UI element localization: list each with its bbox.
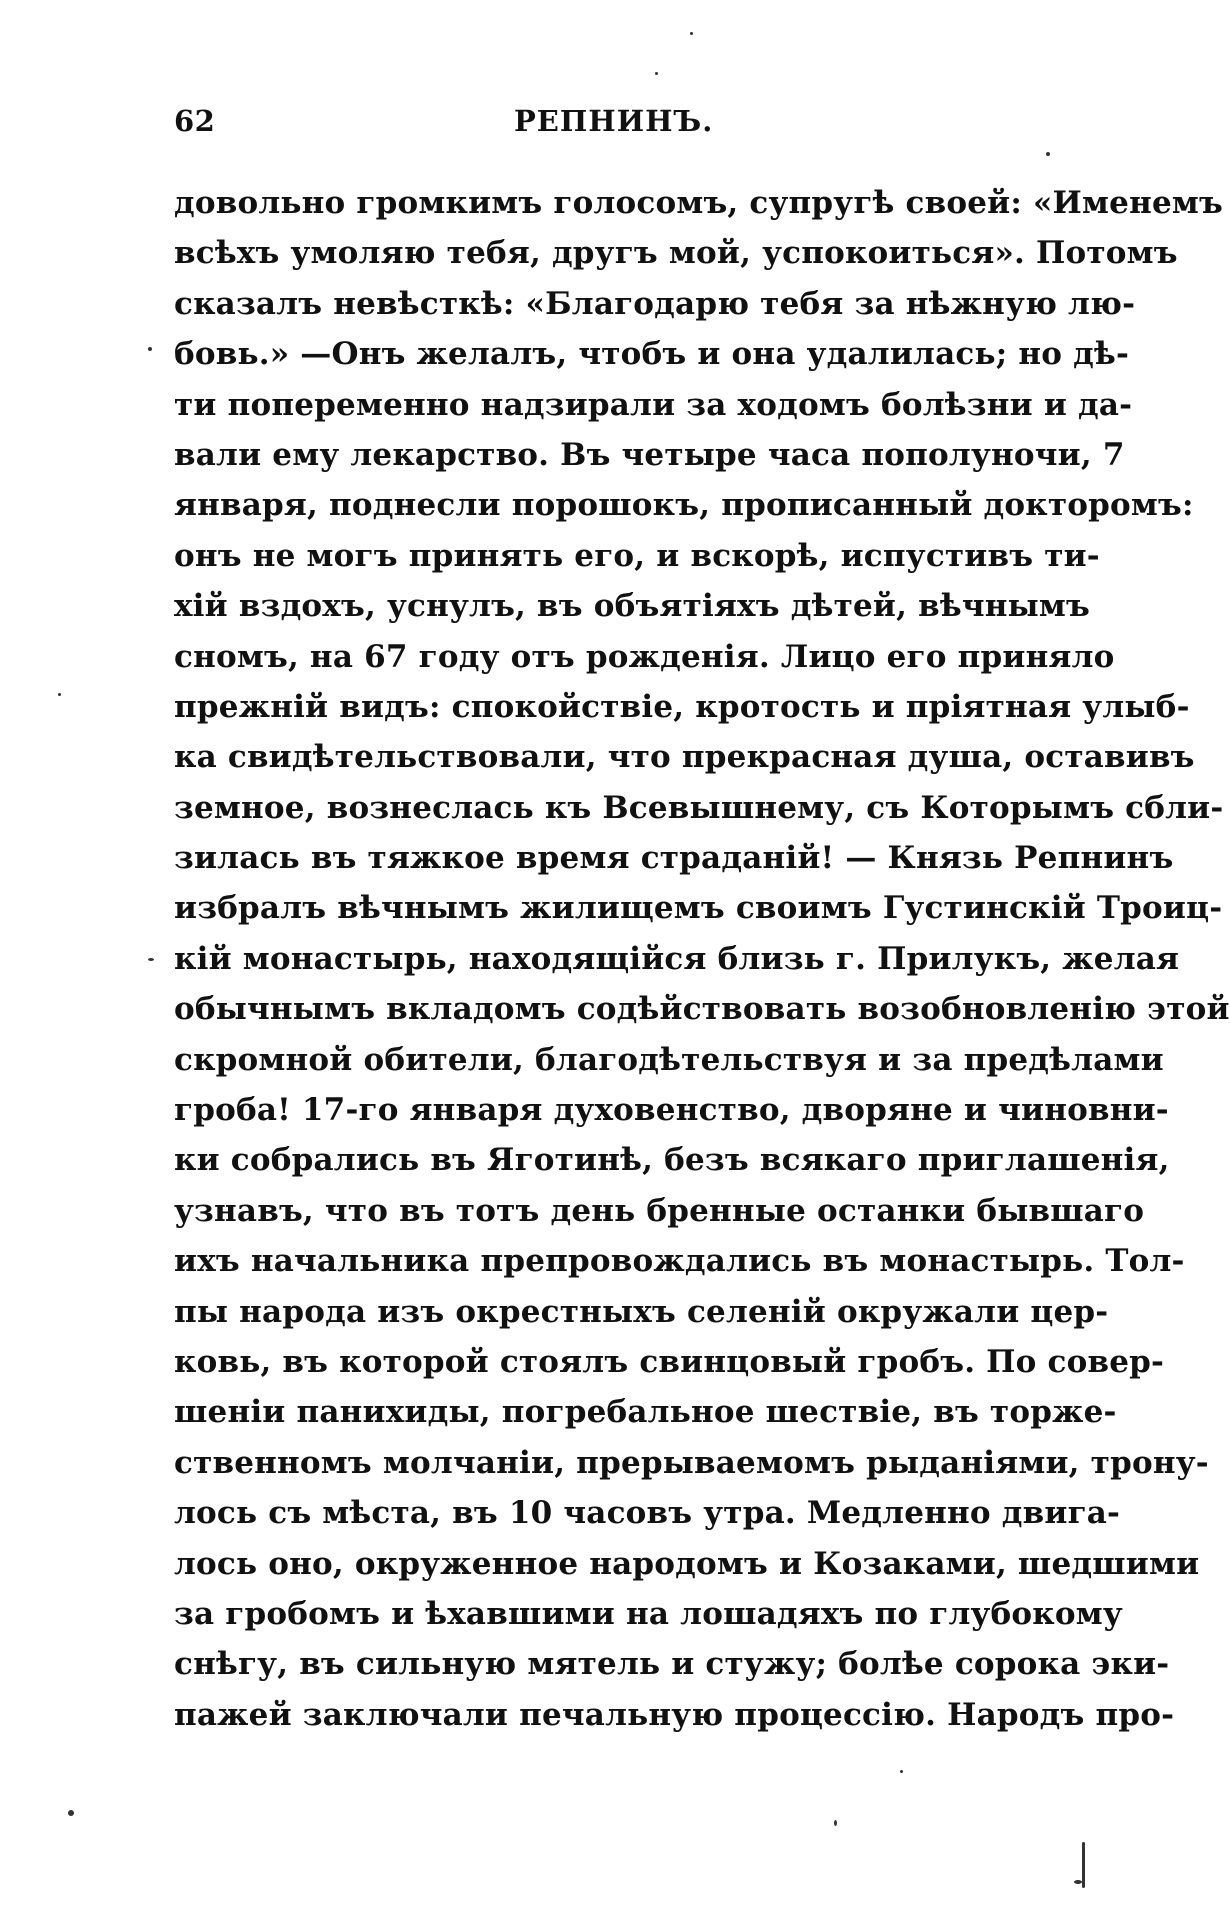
text-line: вали ему лекарство. Въ четыре часа пополуночи, 7 — [174, 436, 1125, 473]
text-line: кій монастырь, находящійся близь г. Прилукъ, желая — [174, 940, 1180, 977]
text-line: всѣхъ умоляю тебя, другъ мой, успокоиться». Потомъ — [174, 235, 1178, 272]
text-line: скромной обители, благодѣтельствуя и за предѣлами — [174, 1041, 1164, 1078]
text-line: сказалъ невѣсткѣ: «Благодарю тебя за нѣжную лю- — [174, 285, 1136, 322]
page-header — [174, 104, 1070, 144]
text-line: гроба! 17-го января духовенство, дворяне и чиновни- — [174, 1092, 1169, 1129]
text-line: довольно громкимъ голосомъ, супругѣ своей: «Именемъ — [174, 185, 1224, 221]
scan-speck — [834, 1820, 837, 1826]
text-line: января, поднесли порошокъ, прописанный докторомъ: — [174, 487, 1194, 524]
body-text — [174, 178, 1230, 1740]
scan-speck — [900, 1770, 903, 1773]
text-line: онъ не могъ принять его, и вскорѣ, испустивъ ти- — [174, 537, 1100, 574]
text-line: ки собрались въ Яготинѣ, безъ всякаго приглашенія, — [174, 1142, 1170, 1179]
text-line: зилась въ тяжкое время страданій! — Князь Репнинъ — [174, 840, 1174, 877]
scan-speck — [1046, 152, 1050, 156]
text-line: бовь.» —Онъ желалъ, чтобъ и она удалилась; но дѣ- — [174, 336, 1130, 373]
text-line: сномъ, на 67 году отъ рожденія. Лицо его приняло — [174, 638, 1115, 675]
text-line: обычнымъ вкладомъ содѣйствовать возобновленію этой — [174, 991, 1230, 1028]
text-line: лось оно, окруженное народомъ и Козаками, шедшими — [174, 1545, 1200, 1582]
text-line: ковь, въ которой стоялъ свинцовый гробъ. По совер- — [174, 1343, 1165, 1380]
text-line: лось съ мѣста, въ 10 часовъ утра. Медленно двига- — [174, 1495, 1121, 1532]
text-line: хій вздохъ, уснулъ, въ объятіяхъ дѣтей, вѣчнымъ — [174, 588, 1090, 625]
page-number: 62 — [174, 104, 216, 138]
scan-speck — [655, 72, 658, 75]
text-line: узнавъ, что въ тотъ день бренные останки бывшаго — [174, 1192, 1145, 1229]
text-line: избралъ вѣчнымъ жилищемъ своимъ Густинскій Троиц- — [174, 890, 1223, 927]
text-line: пажей заключали печальную процессію. Народъ про- — [174, 1696, 1175, 1733]
scan-speck — [690, 32, 693, 35]
text-line: шеніи панихиды, погребальное шествіе, въ торже- — [174, 1394, 1117, 1431]
scan-speck — [1082, 1842, 1085, 1888]
text-line: пы народа изъ окрестныхъ селеній окружали цер- — [174, 1293, 1109, 1330]
scan-speck — [68, 1810, 74, 1816]
text-line: за гробомъ и ѣхавшими на лошадяхъ по глубокому — [174, 1595, 1123, 1632]
scan-speck — [148, 347, 152, 351]
scan-speck — [58, 693, 61, 696]
text-line: ка свидѣтельствовали, что прекрасная душа, оставивъ — [174, 739, 1195, 776]
text-line: ственномъ молчаніи, прерываемомъ рыданіями, трону- — [174, 1444, 1209, 1481]
running-head: РЕПНИНЪ. — [514, 104, 714, 138]
scan-speck — [148, 958, 154, 961]
text-line: ихъ начальника препровождались въ монастырь. Тол- — [174, 1243, 1185, 1280]
text-line: прежній видъ: спокойствіе, кротость и пріятная улыб- — [174, 688, 1190, 725]
text-line: снѣгу, въ сильную мятель и стужу; болѣе сорока эки- — [174, 1646, 1170, 1683]
text-line: ти попеременно надзирали за ходомъ болѣзни и да- — [174, 386, 1133, 423]
scan-speck — [1074, 1880, 1082, 1884]
text-line: земное, вознеслась къ Всевышнему, съ Которымъ сбли- — [174, 789, 1224, 826]
